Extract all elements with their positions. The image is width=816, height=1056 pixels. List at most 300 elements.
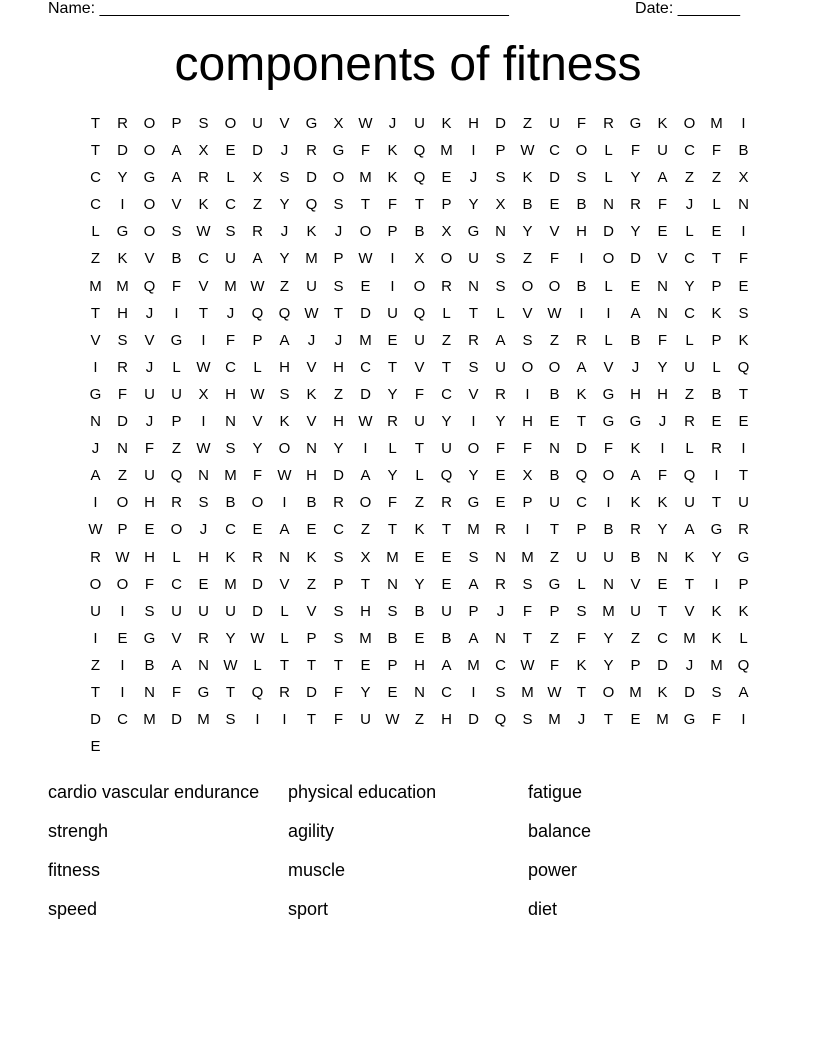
grid-letter: T (90, 115, 101, 132)
grid-letter: Z (711, 169, 722, 187)
grid-letter: H (468, 115, 479, 132)
grid-letter: Y (333, 440, 344, 458)
grid-letter: R (630, 196, 641, 214)
grid-letter: A (171, 142, 182, 160)
grid-letter: H (333, 358, 344, 376)
grid-letter: Y (441, 413, 452, 431)
grid-letter: V (252, 413, 263, 431)
grid-letter: Z (333, 385, 344, 403)
grid-letter: T (711, 250, 722, 268)
grid-letter: O (143, 196, 156, 214)
grid-letter: S (576, 602, 587, 620)
grid-letter: W (385, 711, 400, 729)
grid-letter: U (630, 602, 641, 620)
grid-letter: U (684, 358, 695, 376)
grid-letter: F (333, 683, 344, 701)
grid-letter: F (630, 142, 641, 160)
grid-letter: D (333, 467, 344, 485)
grid-letter: O (332, 169, 345, 187)
grid-letter: I (471, 683, 476, 701)
grid-letter: A (441, 656, 452, 674)
grid-letter: I (201, 413, 206, 431)
grid-letter: S (387, 602, 398, 620)
grid-letter: V (171, 629, 182, 647)
grid-letter: N (495, 548, 506, 566)
grid-letter: U (738, 494, 749, 512)
grid-letter: S (711, 683, 722, 701)
grid-letter: O (548, 358, 561, 376)
grid-letter: G (548, 575, 561, 593)
grid-letter: Y (387, 385, 398, 403)
grid-letter: J (658, 413, 667, 431)
grid-letter: R (576, 331, 587, 349)
grid-letter: I (282, 711, 287, 729)
grid-letter: U (360, 711, 371, 729)
grid-letter: G (710, 521, 723, 539)
grid-letter: E (711, 223, 722, 241)
grid-letter: N (549, 440, 560, 458)
grid-letter: Q (278, 304, 291, 322)
grid-letter: T (441, 521, 452, 539)
grid-letter: E (252, 521, 263, 539)
grid-letter: N (198, 656, 209, 674)
grid-letter: V (468, 385, 479, 403)
grid-letter: C (360, 358, 371, 376)
grid-letter: J (685, 656, 694, 674)
grid-letter: F (576, 115, 587, 132)
grid-letter: F (171, 683, 182, 701)
grid-letter: V (90, 331, 101, 349)
grid-letter: K (576, 656, 587, 674)
grid-letter: D (252, 575, 263, 593)
grid-letter: U (495, 358, 506, 376)
grid-letter: I (579, 250, 584, 268)
grid-letter: J (145, 358, 154, 376)
grid-letter: T (603, 711, 614, 729)
grid-letter: Z (441, 331, 452, 349)
grid-letter: F (117, 385, 128, 403)
grid-letter: Y (468, 467, 479, 485)
grid-letter: Y (360, 683, 371, 701)
grid-letter: N (117, 440, 128, 458)
grid-letter: J (577, 711, 586, 729)
grid-letter: R (468, 331, 479, 349)
grid-letter: G (467, 223, 480, 241)
grid-letter: P (387, 223, 398, 241)
grid-letter: D (684, 683, 695, 701)
grid-letter: F (252, 467, 263, 485)
grid-letter: Q (575, 467, 588, 485)
grid-letter: R (684, 413, 695, 431)
grid-letter: P (495, 142, 506, 160)
grid-letter: W (304, 304, 319, 322)
grid-letter: W (88, 521, 103, 539)
grid-letter: R (711, 440, 722, 458)
grid-letter: M (683, 629, 696, 647)
grid-letter: Q (413, 304, 426, 322)
word-list-item: fitness (48, 860, 101, 880)
grid-letter: A (738, 683, 749, 701)
grid-letter: K (711, 602, 722, 620)
grid-letter: A (630, 467, 641, 485)
grid-letter: Z (360, 521, 371, 539)
grid-letter: P (117, 521, 128, 539)
grid-letter: N (198, 467, 209, 485)
grid-letter: E (90, 738, 101, 756)
grid-letter: T (387, 521, 398, 539)
grid-letter: P (576, 521, 587, 539)
grid-letter: H (333, 413, 344, 431)
grid-letter: N (306, 440, 317, 458)
grid-letter: O (143, 142, 156, 160)
grid-letter: I (120, 196, 125, 214)
grid-letter: K (441, 115, 452, 132)
grid-letter: K (306, 548, 317, 566)
grid-letter: L (388, 440, 397, 458)
grid-letter: D (630, 250, 641, 268)
grid-letter: P (171, 115, 182, 132)
grid-letter: E (630, 711, 641, 729)
grid-letter: F (387, 494, 398, 512)
grid-letter: C (495, 656, 506, 674)
grid-letter: O (602, 683, 615, 701)
grid-letter: M (359, 169, 372, 187)
grid-letter: C (576, 494, 587, 512)
grid-letter: V (306, 413, 317, 431)
grid-letter: W (358, 250, 373, 268)
grid-letter: F (549, 250, 560, 268)
grid-letter: S (198, 494, 209, 512)
letter-grid (82, 114, 757, 764)
grid-letter: O (116, 494, 129, 512)
grid-letter: Z (279, 277, 290, 295)
grid-letter: U (225, 250, 236, 268)
grid-letter: X (198, 142, 209, 160)
grid-letter: Y (495, 413, 506, 431)
grid-letter: Z (117, 467, 128, 485)
grid-letter: L (604, 169, 613, 187)
grid-letter: H (198, 548, 209, 566)
grid-letter: W (547, 683, 562, 701)
grid-letter: N (495, 223, 506, 241)
grid-letter: R (441, 494, 452, 512)
grid-letter: P (333, 575, 344, 593)
page-title: components of fitness (174, 38, 642, 91)
grid-letter: S (333, 548, 344, 566)
grid-letter: O (413, 277, 426, 295)
grid-letter: T (711, 494, 722, 512)
grid-letter: I (741, 223, 746, 241)
grid-letter: S (738, 304, 749, 322)
grid-letter: L (604, 277, 613, 295)
grid-letter: G (170, 331, 183, 349)
grid-letter: J (91, 440, 100, 458)
grid-letter: F (495, 440, 506, 458)
grid-letter: W (250, 385, 265, 403)
grid-letter: O (359, 223, 372, 241)
grid-letter: G (737, 548, 750, 566)
grid-letter: I (660, 440, 665, 458)
grid-letter: U (144, 385, 155, 403)
grid-letter: H (657, 385, 668, 403)
grid-letter: L (91, 223, 100, 241)
grid-letter: P (549, 602, 560, 620)
grid-letter: R (171, 494, 182, 512)
grid-letter: R (198, 169, 209, 187)
grid-letter: E (495, 494, 506, 512)
grid-letter: K (414, 521, 425, 539)
grid-letter: N (144, 683, 155, 701)
grid-letter: B (549, 385, 560, 403)
grid-letter: N (657, 548, 668, 566)
grid-letter: P (252, 331, 263, 349)
grid-letter: K (657, 494, 668, 512)
word-list-item: balance (528, 821, 592, 841)
grid-letter: B (441, 629, 452, 647)
grid-letter: S (333, 196, 344, 214)
grid-letter: T (657, 602, 668, 620)
grid-letter: B (171, 250, 182, 268)
grid-letter: Q (251, 683, 264, 701)
grid-letter: G (683, 711, 696, 729)
grid-letter: U (171, 385, 182, 403)
grid-letter: P (630, 656, 641, 674)
grid-letter: K (117, 250, 128, 268)
grid-letter: E (549, 413, 560, 431)
grid-letter: L (280, 629, 289, 647)
grid-letter: T (333, 304, 344, 322)
grid-letter: J (199, 521, 208, 539)
grid-letter: K (225, 548, 236, 566)
grid-letter: I (390, 250, 395, 268)
grid-letter: U (306, 277, 317, 295)
grid-letter: P (171, 413, 182, 431)
grid-letter: K (738, 602, 749, 620)
grid-letter: W (115, 548, 130, 566)
grid-letter: V (522, 304, 533, 322)
grid-letter: S (522, 331, 533, 349)
grid-letter: P (441, 196, 452, 214)
grid-letter: O (116, 575, 129, 593)
grid-letter: V (198, 277, 209, 295)
grid-letter: J (145, 413, 154, 431)
grid-letter: R (441, 277, 452, 295)
grid-letter: T (576, 683, 587, 701)
grid-letter: E (441, 548, 452, 566)
grid-letter: D (468, 711, 479, 729)
grid-letter: R (495, 575, 506, 593)
grid-letter: H (630, 385, 641, 403)
grid-letter: D (306, 683, 317, 701)
grid-letter: R (387, 413, 398, 431)
grid-letter: J (280, 223, 289, 241)
grid-letter: D (90, 711, 101, 729)
grid-letter: E (711, 413, 722, 431)
grid-letter: J (145, 304, 154, 322)
grid-letter: Z (522, 115, 533, 132)
grid-letter: D (576, 440, 587, 458)
grid-letter: I (120, 602, 125, 620)
grid-letter: V (630, 575, 641, 593)
grid-letter: I (390, 277, 395, 295)
grid-letter: B (549, 467, 560, 485)
grid-letter: M (116, 277, 129, 295)
grid-letter: C (441, 385, 452, 403)
grid-letter: R (198, 629, 209, 647)
grid-letter: U (468, 250, 479, 268)
grid-letter: E (360, 656, 371, 674)
grid-letter: M (359, 331, 372, 349)
grid-letter: F (657, 196, 668, 214)
grid-letter: T (360, 196, 371, 214)
grid-letter: G (116, 223, 129, 241)
grid-letter: N (414, 683, 425, 701)
grid-letter: T (738, 385, 749, 403)
grid-letter: B (576, 277, 587, 295)
grid-letter: Y (522, 223, 533, 241)
grid-letter: Y (657, 521, 668, 539)
grid-letter: L (577, 575, 586, 593)
grid-letter: Q (683, 467, 696, 485)
grid-letter: N (603, 196, 614, 214)
grid-letter: A (468, 575, 479, 593)
grid-letter: S (279, 169, 290, 187)
grid-letter: Q (494, 711, 507, 729)
grid-letter: M (143, 711, 156, 729)
grid-letter: Z (549, 548, 560, 566)
grid-letter: R (117, 115, 128, 132)
grid-letter: C (657, 629, 668, 647)
word-list-item: agility (288, 821, 335, 841)
grid-letter: S (198, 115, 209, 132)
grid-letter: L (604, 331, 613, 349)
grid-letter: O (521, 358, 534, 376)
grid-letter: U (576, 548, 587, 566)
grid-letter: K (387, 142, 398, 160)
grid-letter: T (549, 521, 560, 539)
grid-letter: I (120, 683, 125, 701)
grid-letter: F (387, 196, 398, 214)
grid-letter: A (468, 629, 479, 647)
grid-letter: F (144, 440, 155, 458)
grid-letter: M (386, 548, 399, 566)
grid-letter: H (306, 467, 317, 485)
grid-letter: C (90, 169, 101, 187)
grid-letter: A (252, 250, 263, 268)
grid-letter: Q (251, 304, 264, 322)
grid-letter: M (629, 683, 642, 701)
grid-letter: Q (737, 358, 750, 376)
grid-letter: Q (413, 142, 426, 160)
word-list-item: diet (528, 899, 558, 919)
grid-letter: C (225, 358, 236, 376)
grid-letter: E (630, 277, 641, 295)
grid-letter: N (657, 304, 668, 322)
grid-letter: M (197, 711, 210, 729)
grid-letter: L (604, 142, 613, 160)
grid-letter: Y (603, 656, 614, 674)
grid-letter: B (306, 494, 317, 512)
grid-letter: K (576, 385, 587, 403)
grid-letter: P (333, 250, 344, 268)
grid-letter: Q (305, 196, 318, 214)
grid-letter: A (171, 169, 182, 187)
word-list-item: physical education (288, 782, 437, 802)
grid-letter: L (253, 656, 262, 674)
grid-letter: O (602, 467, 615, 485)
grid-letter: J (280, 142, 289, 160)
grid-letter: T (279, 656, 290, 674)
grid-letter: O (170, 521, 183, 539)
grid-letter: C (117, 711, 128, 729)
grid-letter: K (306, 385, 317, 403)
grid-letter: F (603, 440, 614, 458)
grid-letter: S (468, 358, 479, 376)
grid-letter: Z (90, 250, 101, 268)
grid-letter: J (226, 304, 235, 322)
word-list-item: strengh (48, 821, 109, 841)
grid-letter: C (684, 304, 695, 322)
grid-letter: L (280, 602, 289, 620)
grid-letter: G (89, 385, 102, 403)
grid-letter: N (603, 575, 614, 593)
grid-letter: L (685, 223, 694, 241)
grid-letter: O (602, 250, 615, 268)
grid-letter: K (657, 115, 668, 132)
grid-letter: K (711, 629, 722, 647)
grid-letter: M (224, 575, 237, 593)
grid-letter: Q (440, 467, 453, 485)
grid-letter: E (738, 277, 749, 295)
grid-letter: H (144, 494, 155, 512)
grid-letter: N (738, 196, 749, 214)
grid-letter: R (495, 385, 506, 403)
grid-letter: I (174, 304, 179, 322)
grid-letter: D (171, 711, 182, 729)
grid-letter: F (171, 277, 182, 295)
grid-letter: M (467, 656, 480, 674)
grid-letter: B (225, 494, 236, 512)
grid-letter: G (629, 115, 642, 132)
grid-letter: T (90, 142, 101, 160)
grid-letter: T (360, 575, 371, 593)
grid-letter: R (738, 521, 749, 539)
grid-letter: P (306, 629, 317, 647)
grid-letter: Y (711, 548, 722, 566)
grid-letter: X (414, 250, 425, 268)
grid-letter: S (522, 711, 533, 729)
grid-letter: I (93, 629, 98, 647)
grid-letter: C (225, 521, 236, 539)
grid-letter: S (117, 331, 128, 349)
grid-letter: R (90, 548, 101, 566)
grid-letter: U (657, 142, 668, 160)
grid-letter: P (711, 331, 722, 349)
grid-letter: F (657, 467, 668, 485)
grid-letter: K (279, 413, 290, 431)
date-field: Date: _______ (635, 0, 740, 17)
grid-letter: P (468, 602, 479, 620)
grid-letter: V (306, 358, 317, 376)
grid-letter: V (549, 223, 560, 241)
grid-letter: O (683, 115, 696, 132)
grid-letter: Y (414, 575, 425, 593)
grid-letter: P (711, 277, 722, 295)
grid-letter: Z (630, 629, 641, 647)
grid-letter: S (225, 711, 236, 729)
grid-letter: E (117, 629, 128, 647)
grid-letter: Z (414, 494, 425, 512)
